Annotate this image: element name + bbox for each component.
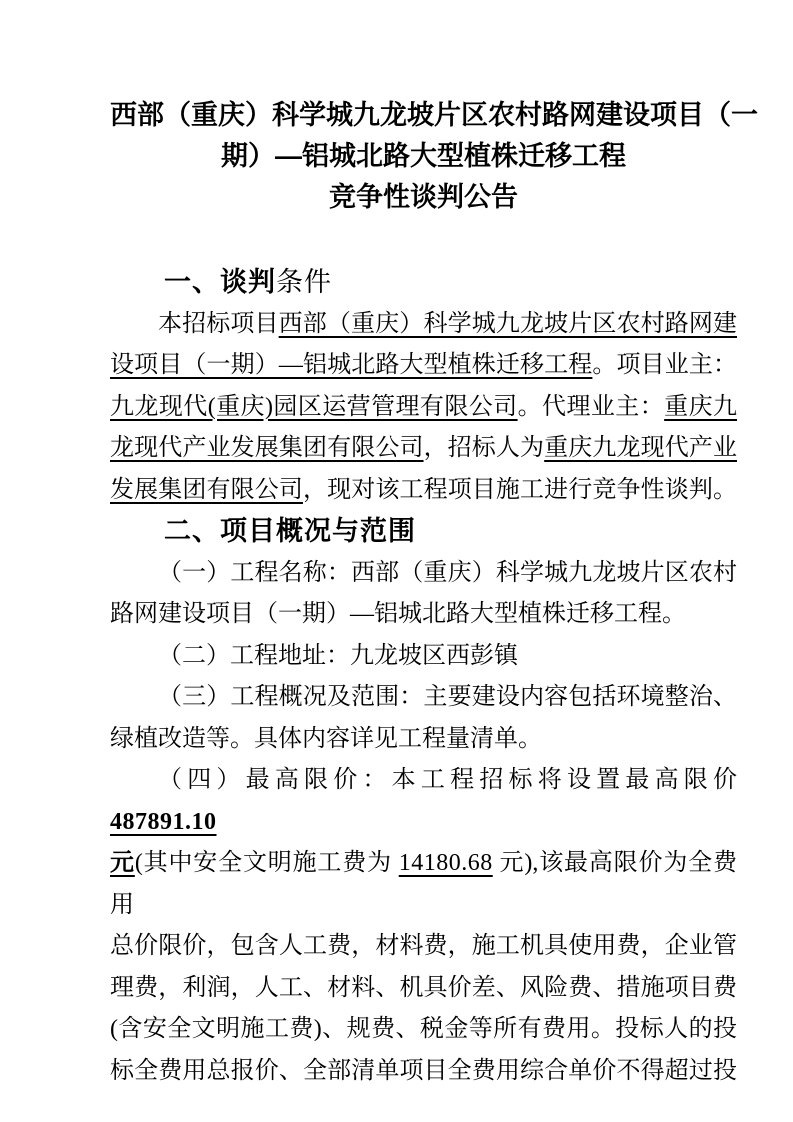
text-line <box>110 470 737 512</box>
text-segment: 条件 <box>276 267 332 297</box>
text-line <box>110 1009 737 1051</box>
text-segment: 一、谈判 <box>164 267 276 297</box>
text-line <box>110 926 737 968</box>
underlined-text-segment: 14180.68 <box>398 850 493 876</box>
text-line <box>110 677 737 719</box>
text-line <box>110 968 737 1010</box>
text-segment: （三）工程概况及范围：主要建设内容包括环境整治、 <box>158 684 737 710</box>
text-line <box>110 304 737 346</box>
text-line <box>110 636 737 678</box>
underlined-text-segment: 487891.10 <box>110 808 217 835</box>
text-line <box>110 843 737 926</box>
section-heading <box>110 511 737 553</box>
text-segment: 本招标项目 <box>158 310 279 337</box>
document-title-line-1: 西部（重庆）科学城九龙坡片区农村路网建设项目（一 <box>110 100 758 130</box>
text-segment: (含安全文明施工费)、规费、税金等所有费用。投标人的投 <box>110 1016 737 1042</box>
text-segment: 元),该最高限价为全费用 <box>110 850 737 918</box>
underlined-text-segment: 重庆九 <box>664 393 738 420</box>
text-segment: 路网建设项目（一期）—铝城北路大型植株迁移工程。 <box>110 601 686 627</box>
text-segment: (其中安全文明施工费为 <box>134 850 399 876</box>
document-body <box>110 262 737 1092</box>
text-segment: （一）工程名称：西部（重庆）科学城九龙坡片区农村 <box>158 559 737 586</box>
text-line <box>110 345 737 387</box>
text-segment: 绿植改造等。具体内容详见工程量清单。 <box>110 725 542 752</box>
underlined-text-segment: 元 <box>110 850 135 876</box>
underlined-text-segment: 九龙现代(重庆)园区运营管理有限公司 <box>110 393 518 420</box>
text-line <box>110 428 737 470</box>
document-subtitle: 竞争性谈判公告 <box>329 182 518 212</box>
text-line <box>110 719 737 761</box>
text-line <box>110 387 737 429</box>
underlined-text-segment: 龙现代产业发展集团有限公司 <box>110 435 424 461</box>
text-segment: 标全费用总报价、全部清单项目全费用综合单价不得超过投 <box>110 1057 737 1084</box>
text-line <box>110 760 737 843</box>
text-segment: （四）最高限价：本工程招标将设置最高限价 <box>158 767 737 793</box>
text-segment: 。项目业主： <box>592 352 738 378</box>
underlined-text-segment: 发展集团有限公司 <box>110 476 303 503</box>
underlined-text-segment: 重庆九龙现代产业 <box>544 435 738 461</box>
section-heading <box>110 262 737 304</box>
text-segment: 总价限价，包含人工费，材料费，施工机具使用费，企业管 <box>110 933 737 959</box>
document-title-line-2: 期）—铝城北路大型植株迁移工程 <box>221 141 626 171</box>
text-line <box>110 1051 737 1093</box>
text-segment: ，现对该工程项目施工进行竞争性谈判。 <box>302 476 738 503</box>
underlined-text-segment: 西部（重庆）科学城九龙坡片区农村路网建 <box>278 310 738 337</box>
text-line <box>110 553 737 595</box>
text-segment: 理费，利润，人工、材料、机具价差、风险费、措施项目费 <box>110 974 737 1001</box>
text-segment: 。代理业主： <box>517 393 665 420</box>
text-segment: ，招标人为 <box>423 435 545 461</box>
text-segment: 二、项目概况与范围 <box>164 516 416 546</box>
text-line <box>110 594 737 636</box>
underlined-text-segment: 设项目（一期）—铝城北路大型植株迁移工程 <box>110 352 593 378</box>
text-segment: （二）工程地址：九龙坡区西彭镇 <box>158 642 518 669</box>
